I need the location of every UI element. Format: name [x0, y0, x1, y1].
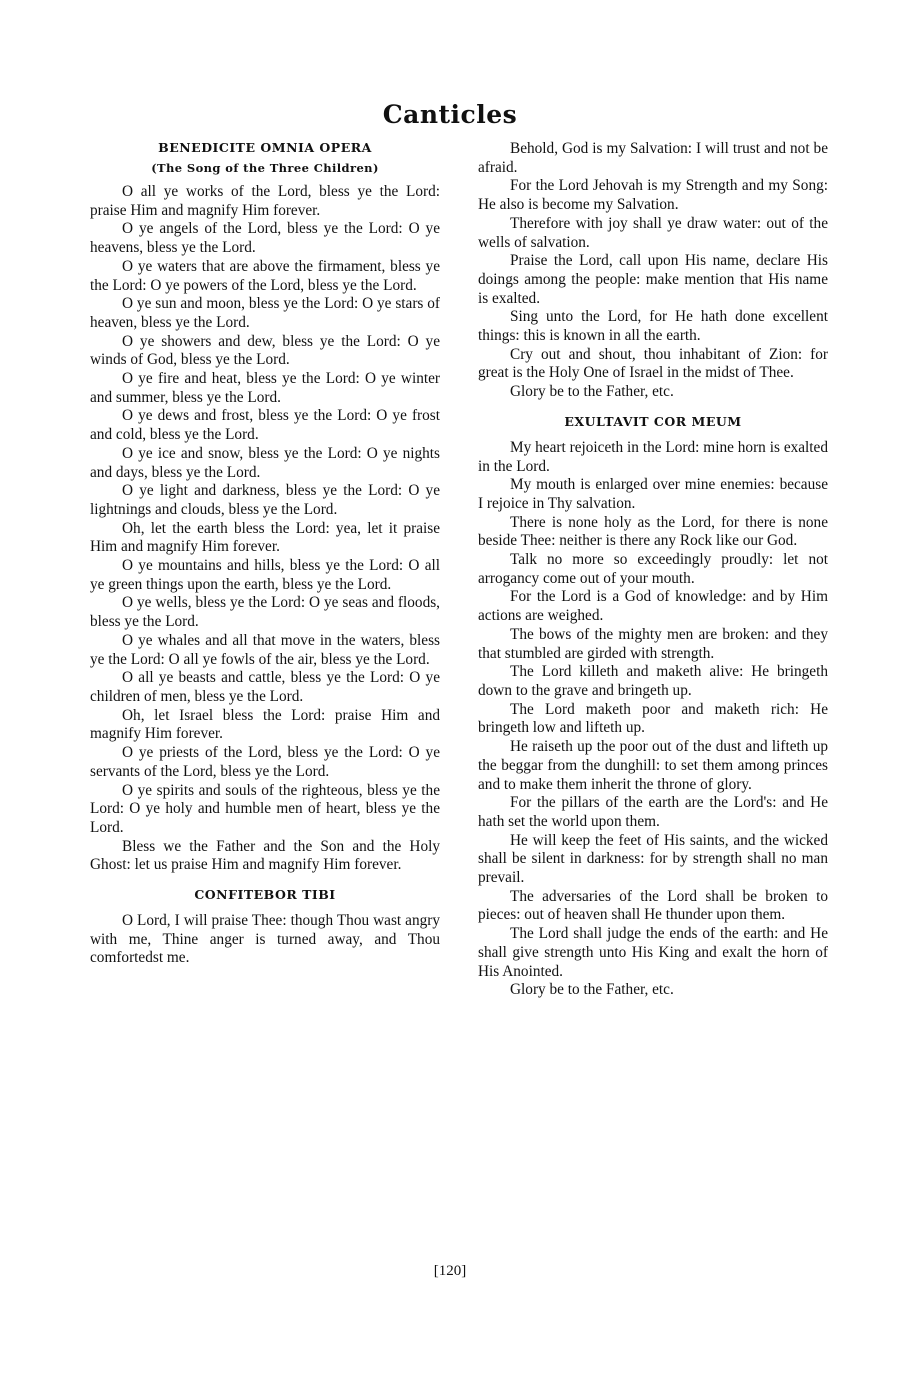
verse: O all ye beasts and cattle, bless ye the Lord: O ye children of men, bless ye the Lord. — [90, 669, 440, 705]
verse: O ye spirits and souls of the righteous, bless ye the Lord: O ye holy and humble men of heart, bless ye the Lord. — [90, 781, 440, 836]
verse: Therefore with joy shall ye draw water: out of the wells of salvation. — [478, 214, 828, 251]
verse: He will keep the feet of His saints, and the wicked shall be silent in darkness: for by strength shall no man prevail. — [478, 831, 828, 887]
verse: For the Lord Jehovah is my Strength and my Song: He also is become my Salvation. — [478, 177, 828, 214]
left-column — [90, 140, 440, 968]
verse: Cry out and shout, thou inhabitant of Zion: for great is the Holy One of Israel in the midst of Thee. — [478, 345, 828, 382]
verse: Oh, let the earth bless the Lord: yea, let it praise Him and magnify Him forever. — [90, 519, 440, 556]
benedicite-subheading: (The Song of the Three Children) — [151, 161, 379, 175]
verse: O ye wells, bless ye the Lord: O ye seas and floods, bless ye the Lord. — [90, 594, 440, 631]
verse: O ye mountains and hills, bless ye the Lord: O all ye green things upon the earth, bless ye the Lord. — [90, 557, 440, 593]
verse: O ye ice and snow, bless ye the Lord: O ye nights and days, bless ye the Lord. — [90, 444, 440, 481]
page-title: Canticles — [382, 100, 518, 129]
verse: Behold, God is my Salvation: I will trust and not be afraid. — [478, 140, 828, 176]
verse: The bows of the mighty men are broken: and they that stumbled are girded with strength. — [478, 625, 828, 662]
verse: The Lord shall judge the ends of the earth: and He shall give strength unto His King and exalt the horn of His Anointed. — [478, 925, 828, 980]
verse: O ye priests of the Lord, bless ye the Lord: O ye servants of the Lord, bless ye the Lord. — [90, 744, 440, 780]
verse: Talk no more so exceedingly proudly: let not arrogancy come out of your mouth. — [478, 551, 828, 587]
verse: Glory be to the Father, etc. — [510, 383, 674, 401]
exultavit-heading: EXULTAVIT COR MEUM — [564, 413, 742, 429]
verse: O Lord, I will praise Thee: though Thou wast angry with me, Thine anger is turned away, and Thou comfortedst me. — [90, 912, 440, 967]
verse: The adversaries of the Lord shall be broken to pieces: out of heaven shall He thunder upon them. — [478, 887, 828, 924]
verse: O all ye works of the Lord, bless ye the Lord: praise Him and magnify Him forever. — [90, 183, 440, 219]
verse: For the Lord is a God of knowledge: and by Him actions are weighed. — [478, 588, 828, 625]
verse: O ye whales and all that move in the waters, bless ye the Lord: O all ye fowls of the air, bless ye the Lord. — [90, 631, 440, 668]
confitebor-heading: CONFITEBOR TIBI — [194, 887, 336, 903]
verse: He raiseth up the poor out of the dust and lifteth up the beggar from the dunghill: to set them among princes and to make them inherit the throne of glory. — [478, 738, 828, 793]
verse: The Lord maketh poor and maketh rich: He bringeth low and lifteth up. — [478, 700, 828, 737]
verse: O ye waters that are above the firmament, bless ye the Lord: O ye powers of the Lord, bless ye the Lord. — [90, 257, 440, 294]
verse: There is none holy as the Lord, for there is none beside Thee: neither is there any Rock like our God. — [478, 513, 828, 550]
page-number: [120] — [433, 1263, 467, 1279]
verse: Glory be to the Father, etc. — [510, 981, 674, 999]
verse: O ye dews and frost, bless ye the Lord: O ye frost and cold, bless ye the Lord. — [90, 407, 440, 444]
right-column — [478, 140, 828, 1000]
verse: Praise the Lord, call upon His name, declare His doings among the people: make mention that His name is exalted. — [478, 252, 828, 307]
verse: Oh, let Israel bless the Lord: praise Him and magnify Him forever. — [90, 706, 440, 743]
verse: O ye angels of the Lord, bless ye the Lord: O ye heavens, bless ye the Lord. — [90, 220, 440, 257]
verse: O ye showers and dew, bless ye the Lord: O ye winds of God, bless ye the Lord. — [90, 332, 440, 369]
verse: O ye fire and heat, bless ye the Lord: O ye winter and summer, bless ye the Lord. — [90, 370, 440, 406]
verse: Bless we the Father and the Son and the Holy Ghost: let us praise Him and magnify Him forever. — [90, 837, 440, 874]
verse: O ye light and darkness, bless ye the Lord: O ye lightnings and clouds, bless ye the Lord. — [90, 482, 440, 518]
verse: My heart rejoiceth in the Lord: mine horn is exalted in the Lord. — [478, 438, 828, 475]
verse: My mouth is enlarged over mine enemies: because I rejoice in Thy salvation. — [478, 476, 828, 512]
verse: Sing unto the Lord, for He hath done excellent things: this is known in all the earth. — [478, 308, 828, 345]
verse: The Lord killeth and maketh alive: He bringeth down to the grave and bringeth up. — [478, 663, 828, 699]
verse: For the pillars of the earth are the Lord's: and He hath set the world upon them. — [478, 794, 828, 830]
benedicite-heading: BENEDICITE OMNIA OPERA — [158, 140, 372, 155]
verse: O ye sun and moon, bless ye the Lord: O ye stars of heaven, bless ye the Lord. — [90, 295, 440, 331]
